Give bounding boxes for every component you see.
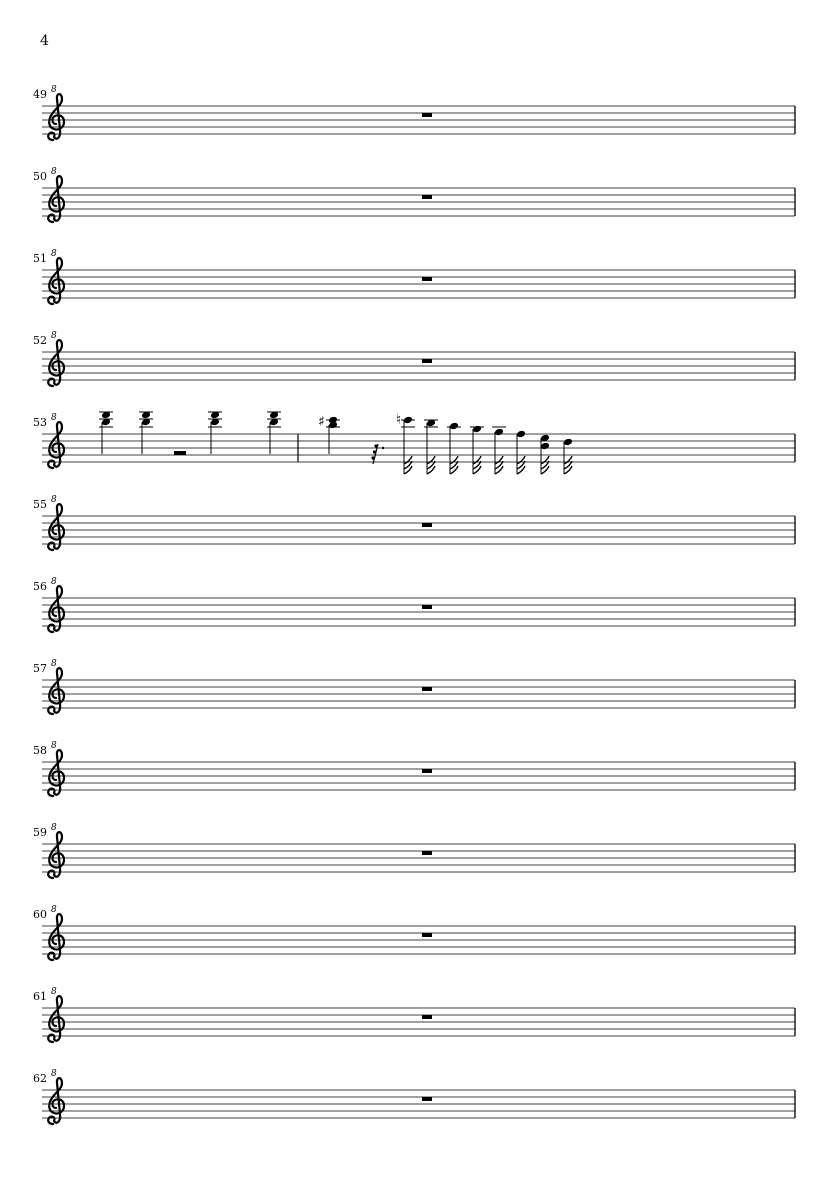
thirty-second-note [396, 412, 415, 474]
thirty-second-note [424, 419, 438, 474]
whole-rest [422, 523, 432, 527]
octave-mark: 8 [51, 659, 57, 669]
treble-clef-icon [48, 258, 64, 304]
octave-mark: 8 [51, 987, 57, 997]
staff-system [33, 85, 795, 140]
measure-number: 58 [33, 744, 47, 757]
rest-flag [374, 444, 377, 447]
measure-number: 51 [33, 252, 47, 265]
octave-mark: 8 [51, 85, 57, 95]
staff-system [33, 495, 795, 550]
staff-system [33, 1069, 795, 1124]
chord [267, 411, 281, 454]
thirty-second-note [516, 430, 526, 474]
octave-mark: 8 [51, 577, 57, 587]
half-rest [174, 451, 186, 455]
staff-system [33, 167, 795, 222]
staff-system [33, 905, 795, 960]
octave-mark: 8 [51, 331, 57, 341]
treble-clef-icon [48, 586, 64, 632]
treble-clef-icon [48, 94, 64, 140]
octave-mark: 8 [51, 167, 57, 177]
octave-mark: 8 [51, 413, 57, 423]
octave-mark: 8 [51, 741, 57, 751]
whole-rest [422, 277, 432, 281]
staff-system [33, 823, 795, 878]
staff-system [33, 987, 795, 1042]
treble-clef-icon [48, 668, 64, 714]
rest-flag [373, 450, 376, 453]
treble-clef-icon [48, 176, 64, 222]
notehead [494, 428, 504, 437]
notehead [563, 438, 573, 447]
chord [139, 411, 153, 454]
measure-number: 57 [33, 662, 47, 675]
octave-mark: 8 [51, 1069, 57, 1079]
treble-clef-icon [48, 422, 64, 468]
thirty-second-note [540, 434, 550, 474]
treble-clef-icon [48, 1078, 64, 1124]
whole-rest [422, 933, 432, 937]
whole-rest [422, 195, 432, 199]
staff-system [33, 577, 795, 632]
notehead [516, 430, 526, 439]
measure-number: 50 [33, 170, 47, 183]
octave-mark: 8 [51, 823, 57, 833]
whole-rest [422, 851, 432, 855]
measure-number: 55 [33, 498, 47, 511]
page-number: 4 [40, 33, 49, 49]
staff-system [33, 741, 795, 796]
whole-rest [422, 113, 432, 117]
octave-mark: 8 [51, 249, 57, 259]
thirty-second-note [563, 438, 573, 474]
staff-system [33, 249, 795, 304]
chord [99, 411, 113, 454]
measure-number: 56 [33, 580, 47, 593]
measure-number: 61 [33, 990, 47, 1003]
treble-clef-icon [48, 832, 64, 878]
treble-clef-icon [48, 996, 64, 1042]
treble-clef-icon [48, 914, 64, 960]
treble-clef-icon [48, 504, 64, 550]
notehead [449, 422, 459, 431]
whole-rest [422, 1015, 432, 1019]
staff-system [33, 411, 795, 474]
whole-rest [422, 605, 432, 609]
measure-number: 60 [33, 908, 47, 921]
notehead [403, 416, 413, 425]
measure-number: 53 [33, 416, 47, 429]
whole-rest [422, 687, 432, 691]
measure-number: 49 [33, 88, 47, 101]
treble-clef-icon [48, 340, 64, 386]
measure-number: 59 [33, 826, 47, 839]
measure-number: 62 [33, 1072, 47, 1085]
measure-number: 52 [33, 334, 47, 347]
augmentation-dot [382, 447, 384, 449]
treble-clef-icon [48, 750, 64, 796]
rest-flag [371, 456, 374, 459]
natural-icon: ♮ [396, 412, 402, 428]
octave-mark: 8 [51, 495, 57, 505]
sharp-icon: ♯ [318, 414, 325, 430]
staff-system [33, 659, 795, 714]
octave-mark: 8 [51, 905, 57, 915]
chord [208, 411, 222, 454]
thirty-second-note [470, 425, 484, 474]
staff-system [33, 331, 795, 386]
notehead [472, 425, 482, 434]
whole-rest [422, 769, 432, 773]
whole-rest [422, 359, 432, 363]
notehead [540, 442, 550, 451]
whole-rest [422, 1097, 432, 1101]
dotted-32nd-rest [371, 444, 384, 464]
